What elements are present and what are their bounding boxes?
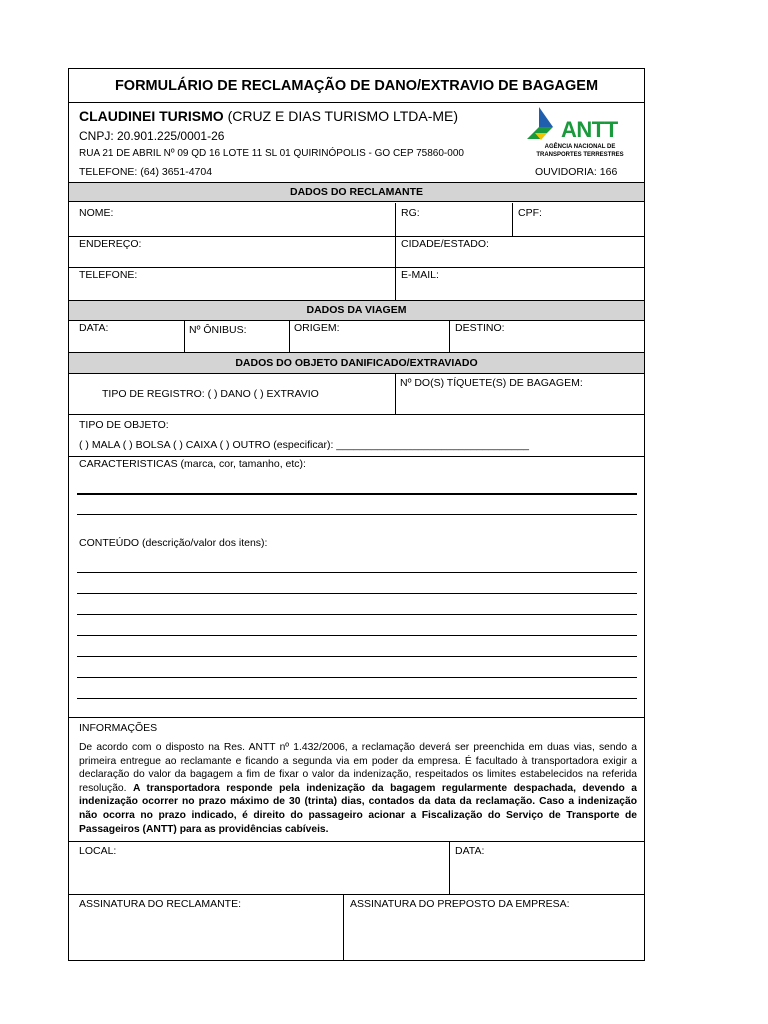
section-viagem: DADOS DA VIAGEM <box>69 300 644 321</box>
field-origem: ORIGEM: <box>294 322 340 334</box>
company-phone: TELEFONE: (64) 3651-4704 <box>79 166 213 178</box>
company-name-bold: CLAUDINEI TURISMO <box>79 108 224 124</box>
field-informacoes: INFORMAÇÕES <box>79 722 158 734</box>
company-name-rest: (CRUZ E DIAS TURISMO LTDA-ME) <box>227 108 459 124</box>
ouvidoria: OUVIDORIA: 166 <box>535 166 618 178</box>
antt-logo-subtitle <box>535 143 625 159</box>
section-reclamante: DADOS DO RECLAMANTE <box>69 182 644 202</box>
field-data: DATA: <box>79 322 109 334</box>
antt-logo <box>527 103 625 163</box>
section-objeto: DADOS DO OBJETO DANIFICADO/EXTRAVIADO <box>69 352 644 374</box>
field-cpf: CPF: <box>518 207 542 219</box>
field-caracteristicas: CARACTERISTICAS (marca, cor, tamanho, etc): <box>79 458 306 470</box>
field-endereco: ENDEREÇO: <box>79 238 142 250</box>
form-title: FORMULÁRIO DE RECLAMAÇÃO DE DANO/EXTRAVIO DE BAGAGEM <box>69 69 644 103</box>
antt-subtitle-2: TRANSPORTES TERRESTRES <box>536 152 624 158</box>
field-assinatura-preposto: ASSINATURA DO PREPOSTO DA EMPRESA: <box>350 898 570 910</box>
complaint-form <box>68 68 645 961</box>
field-assinatura-reclamante: ASSINATURA DO RECLAMANTE: <box>79 898 242 910</box>
info-text <box>79 741 637 836</box>
field-tipo-objeto-opts: ( ) MALA ( ) BOLSA ( ) CAIXA ( ) OUTRO (especificar): _________________________________ <box>79 439 529 451</box>
field-destino: DESTINO: <box>455 322 505 334</box>
field-tipo-objeto: TIPO DE OBJETO: <box>79 419 169 431</box>
field-local: LOCAL: <box>79 845 117 857</box>
field-email: E-MAIL: <box>401 269 439 281</box>
field-telefone: TELEFONE: <box>79 269 138 281</box>
field-nome: NOME: <box>79 207 114 219</box>
field-cidade: CIDADE/ESTADO: <box>401 238 489 250</box>
field-tipo-registro: TIPO DE REGISTRO: ( ) DANO ( ) EXTRAVIO <box>102 388 319 400</box>
company-name <box>79 108 458 124</box>
info-normal: De acordo com o disposto na Res. ANTT nº 1.432/2006, a reclamação deverá ser preenchida em duas vias, sendo a primeira entregue ao reclamante e ficando a segunda via em poder da empresa. É facultado à transportadora exigir a declaração do valor da bagagem a fim de fixar o valor da indenização, respeitados os limites estabelecidos na referida resolução. <box>79 742 637 794</box>
field-onibus: Nº ÔNIBUS: <box>189 324 247 336</box>
antt-logo-text: ANTT <box>561 117 618 142</box>
info-bold: A transportadora responde pela indenização da bagagem regularmente despachada, devendo a indenização ocorrer no prazo máximo de 30 (trinta) dias, contados da data da reclamação. Caso a indenização não ocorra no prazo indicado, é direito do passageiro acionar a Fiscalização do Serviço de Transporte de Passageiros (ANTT) para as providências cabíveis. <box>79 782 637 835</box>
field-data-final: DATA: <box>455 845 485 857</box>
antt-subtitle-1: AGÊNCIA NACIONAL DE <box>544 144 616 150</box>
field-conteudo: CONTEÚDO (descrição/valor dos itens): <box>79 537 268 549</box>
company-cnpj: CNPJ: 20.901.225/0001-26 <box>79 129 225 143</box>
company-address: RUA 21 DE ABRIL Nº 09 QD 16 LOTE 11 SL 01 QUIRINÓPOLIS - GO CEP 75860-000 <box>79 148 464 159</box>
field-tiquetes: Nº DO(S) TÍQUETE(S) DE BAGAGEM: <box>400 377 583 389</box>
field-rg: RG: <box>401 207 420 219</box>
